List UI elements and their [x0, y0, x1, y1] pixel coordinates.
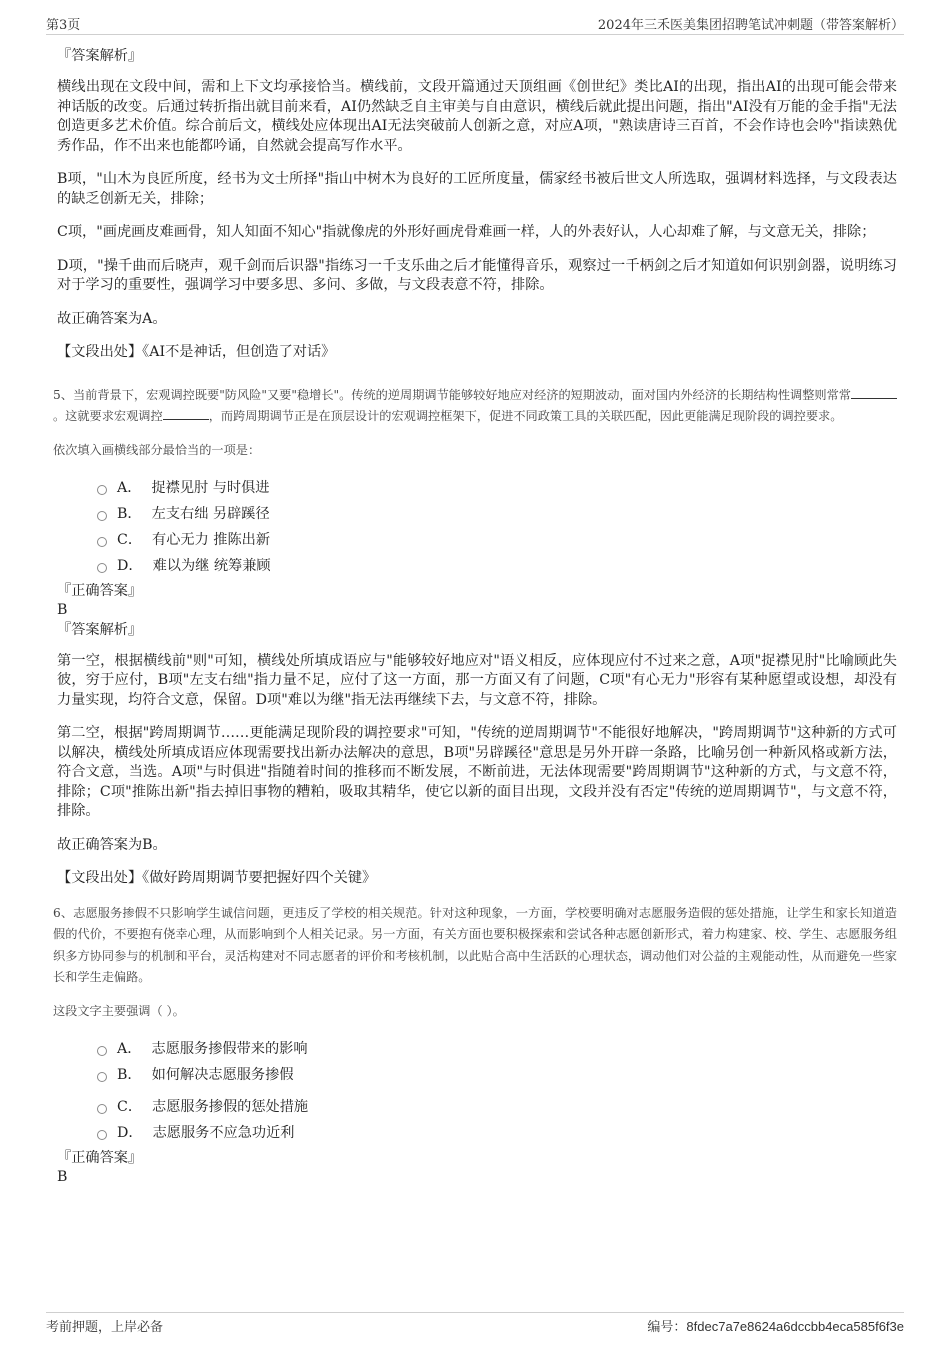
final-answer: 故正确答案为B。 [57, 836, 167, 853]
option-a[interactable] [97, 474, 897, 500]
code-label: 编号： [647, 1320, 687, 1335]
question-instruction: 依次填入画横线部分最恰当的一项是： [53, 442, 261, 457]
option-a[interactable] [97, 1035, 897, 1061]
fill-blank [163, 406, 209, 420]
option-letter: A． [117, 1040, 142, 1057]
option-d[interactable] [97, 552, 897, 578]
question-instruction: 这段文字主要强调（ ）。 [53, 1003, 185, 1018]
radio-icon[interactable] [97, 563, 107, 573]
option-letter: D． [117, 1124, 143, 1141]
analysis-paragraph: C项，"画虎画皮难画骨，知人知面不知心"指就像虎的外形好画虎骨难画一样，人的外表好认，人心却难了解，与文意无关，排除； [57, 224, 876, 240]
option-text: 志愿服务不应急功近利 [152, 1124, 295, 1141]
fill-blank [851, 385, 897, 399]
option-letter: B． [117, 505, 142, 522]
analysis-paragraph: 横线出现在文段中间，需和上下文均承接恰当。横线前，文段开篇通过天顶组画《创世纪》类比AI的出现，指出AI的出现可能会带来神话版的改变。后通过转折指出就目前来看，AI仍然缺乏自主审美与自由意识，横线后就此提出问题，指出"AI没有万能的金手指"无法创造更多艺术价值。综合前后文，横线处应体现出AI无法突破前人创新之意，对应A项，"熟读唐诗三百首，不会作诗也会吟"指读熟优秀作品，作不出来也能都吟诵，自然就会提高写作水平。 [57, 79, 897, 154]
option-text: 难以为继 统筹兼顾 [152, 557, 271, 574]
page-footer [46, 1312, 904, 1335]
option-c[interactable] [97, 526, 897, 552]
document-code [647, 1316, 904, 1335]
option-letter: A． [117, 479, 142, 496]
radio-icon[interactable] [97, 485, 107, 495]
option-c[interactable] [97, 1093, 897, 1119]
option-text: 如何解决志愿服务掺假 [151, 1066, 294, 1083]
page-content [53, 46, 897, 1187]
analysis-paragraph: 第一空，根据横线前"则"可知，横线处所填成语应与"能够较好地应对"语义相反，应体现应付不过来之意，A项"捉襟见肘"比喻顾此失彼，穷于应付，B项"左支右绌"指力量不足，应付了这一方面，那一方面又有了问题，C项"有心无力"形容有某种愿望或设想，却没有力量实现，均符合文意，保留。D项"难以为继"指无法再继续下去，与文意不符，排除。 [57, 652, 897, 708]
correct-answer: B [57, 1168, 68, 1185]
analysis-paragraph: B项，"山木为良匠所度，经书为文士所择"指山中树木为良好的工匠所度量，儒家经书被后世文人所选取，强调材料选择，与文段表达的缺乏创新无关，排除； [57, 171, 897, 207]
document-title: 2024年三禾医美集团招聘笔试冲刺题（带答案解析） [597, 18, 904, 33]
answer-options [97, 1035, 897, 1145]
source-citation: 【文段出处】《做好跨周期调节要把握好四个关键》 [57, 870, 377, 886]
footer-slogan: 考前押题，上岸必备 [46, 1320, 164, 1335]
radio-icon[interactable] [97, 1130, 107, 1140]
stem-text: ，而跨周期调节正是在顶层设计的宏观调控框架下，促进不同政策工具的关联匹配，因此更能满足现阶段的调控要求。 [208, 409, 843, 423]
radio-icon[interactable] [97, 1072, 107, 1082]
answer-options [97, 474, 897, 578]
option-b[interactable] [97, 1061, 897, 1087]
radio-icon[interactable] [97, 537, 107, 547]
radio-icon[interactable] [97, 1046, 107, 1056]
correct-answer-label: 『正确答案』 [57, 1149, 143, 1166]
option-text: 志愿服务掺假的惩处措施 [152, 1098, 309, 1115]
page-number: 第3页 [46, 18, 81, 33]
option-letter: B． [117, 1066, 142, 1083]
option-text: 有心无力 推陈出新 [152, 531, 271, 548]
answer-analysis-label: 『答案解析』 [57, 621, 143, 638]
option-b[interactable] [97, 500, 897, 526]
analysis-paragraph: D项，"操千曲而后晓声，观千剑而后识器"指练习一千支乐曲之后才能懂得音乐，观察过一千柄剑之后才知道如何识别剑器，说明练习对于学习的重要性，强调学习中要多思、多问、多做，与文段表意不符，排除。 [57, 257, 897, 293]
option-letter: C． [117, 531, 143, 548]
final-answer: 故正确答案为A。 [57, 310, 167, 327]
question-stem [53, 385, 897, 428]
question-stem: 6、志愿服务掺假不只影响学生诚信问题，更违反了学校的相关规范。针对这种现象，一方面，学校要明确对志愿服务造假的惩处措施，让学生和家长知道造假的代价，不要抱有侥幸心理，从而影响到个人相关记录。另一方面，有关方面也要积极探索和尝试各种志愿创新形式，着力构建家、校、学生、志愿服务组织多方协同参与的机制和平台，灵活构建对不同志愿者的评价和考核机制，以此贴合高中生活跃的心理状态，调动他们对公益的主观能动性，从而避免一些家长和学生走偏路。 [53, 905, 897, 984]
code-value: 8fdec7a7e8624a6dccbb4eca585f6f3e [686, 1319, 904, 1334]
correct-answer: B [57, 601, 68, 618]
option-d[interactable] [97, 1119, 897, 1145]
radio-icon[interactable] [97, 511, 107, 521]
source-citation: 【文段出处】《AI不是神话，但创造了对话》 [57, 344, 336, 360]
correct-answer-label: 『正确答案』 [57, 582, 143, 599]
radio-icon[interactable] [97, 1104, 107, 1114]
option-text: 捉襟见肘 与时俱进 [151, 479, 270, 496]
stem-text: 5、当前背景下，宏观调控既要"防风险"又要"稳增长"。传统的逆周期调节能够较好地应对经济的短期波动，面对国内外经济的长期结构性调整则常常 [53, 387, 851, 402]
analysis-paragraph: 第二空，根据"跨周期调节……更能满足现阶段的调控要求"可知，"传统的逆周期调节"不能很好地解决，"跨周期调节"这种新的方式可以解决，横线处所填成语应体现需要找出新办法解决的意思，B项"另辟蹊径"意思是另外开辟一条路，比喻另创一种新风格或新方法，符合文意，当选。A项"与时俱进"指随着时间的推移而不断发展，不断前进，无法体现需要"跨周期调节"这种新的方式，与文意不符，排除；C项"推陈出新"指去掉旧事物的糟粕，吸取其精华，使它以新的面目出现，文段并没有否定"传统的逆周期调节"，与文意不符，排除。 [57, 725, 897, 819]
option-text: 志愿服务掺假带来的影响 [151, 1040, 308, 1057]
option-text: 左支右绌 另辟蹊径 [151, 505, 270, 522]
option-letter: D． [117, 557, 143, 574]
option-letter: C． [117, 1098, 143, 1115]
stem-text: 。这就要求宏观调控 [53, 409, 163, 423]
page-header [46, 12, 904, 35]
answer-analysis-label: 『答案解析』 [57, 48, 143, 64]
